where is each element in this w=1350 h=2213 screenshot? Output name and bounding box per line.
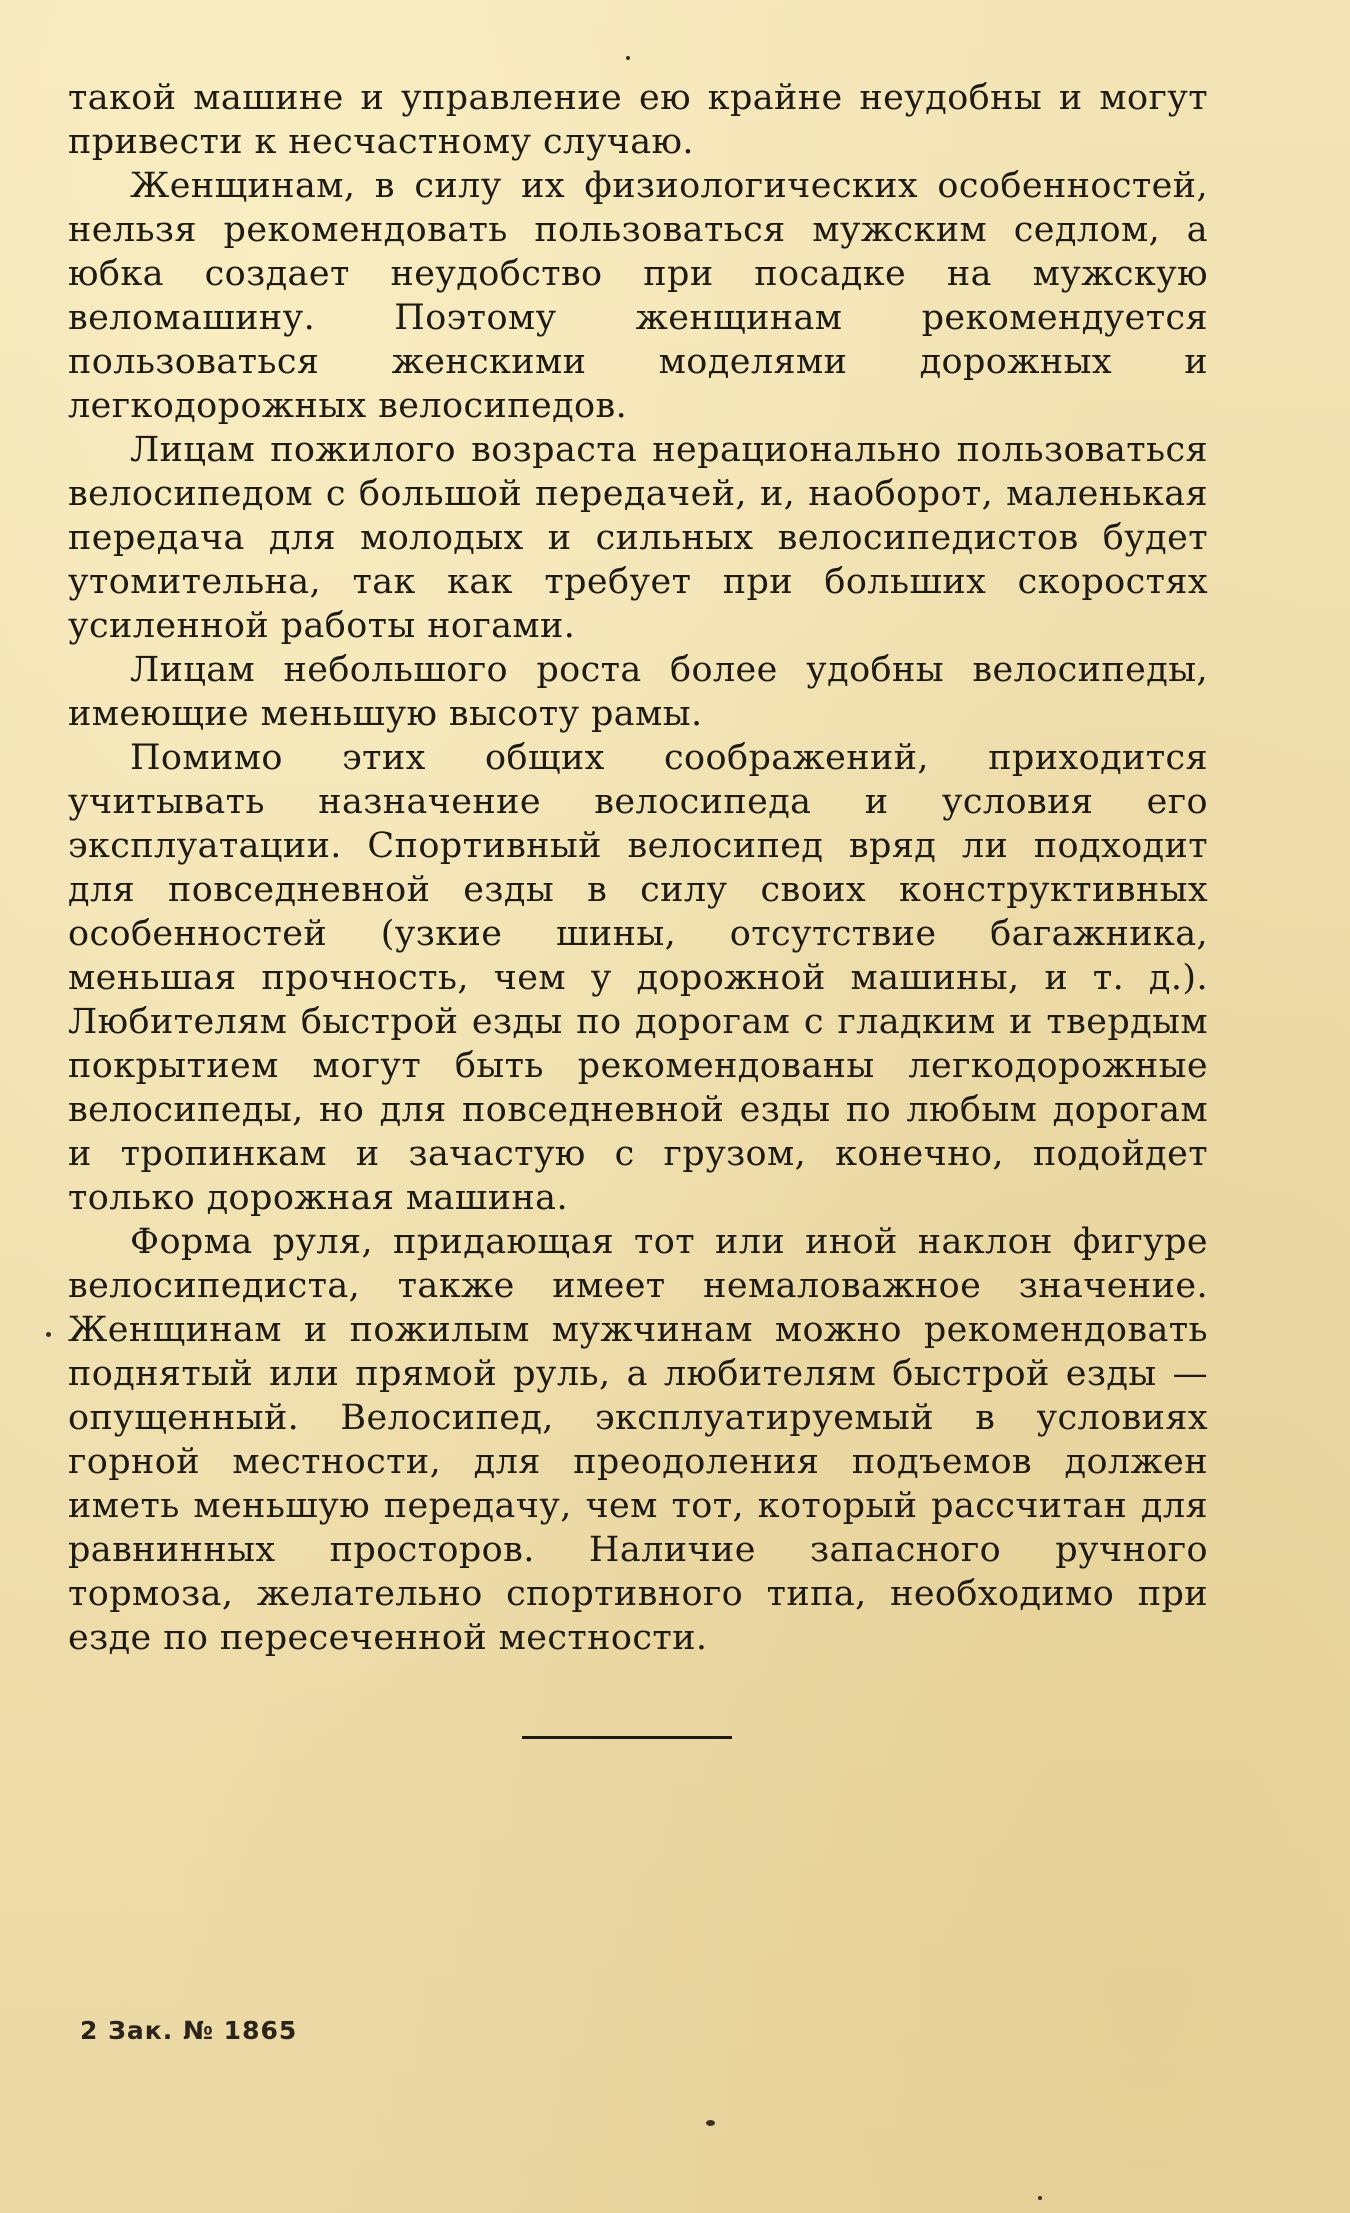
paragraph-usage-conditions: Помимо этих общих соображений, приходится учитывать назначение велосипеда и условия его эксплуатации. Спортивный велосипед вряд ли подходит для повседневной езды в силу своих конструктивных особенностей (узкие шины, отсутствие багажника, меньшая прочность, чем у дорожной машины, и т. д.). Любителям быстрой езды по дорогам с гладким и твердым покрытием могут быть рекомендованы легкодорожные велосипеды, но для повседневной езды по любым дорогам и тропинкам и зачастую с грузом, конечно, подойдет только дорожная машина. [68,738,1208,1218]
paragraph-short-riders: Лицам небольшого роста более удобны велосипеды, имеющие меньшую высоту рамы. [68,650,1208,734]
section-end-rule [522,1736,732,1739]
printer-order-mark: 2 Зак. № 1865 [80,2016,298,2045]
paragraph-elderly-gearing: Лицам пожилого возраста нерационально пользоваться велосипедом с большой передачей, и, наоборот, маленькая передача для молодых и сильных велосипедистов будет утомительна, так как требует при больших скоростях усиленной работы ногами. [68,430,1208,646]
paper-speck [706,2120,715,2126]
paragraph-handlebar-shape: Форма руля, придающая тот или иной наклон фигуре велосипедиста, также имеет немаловажное значение. Женщинам и пожилым мужчинам можно рекомендовать поднятый или прямой руль, а любителям быстрой езды — опущенный. Велосипед, эксплуатируемый в условиях горной местности, для преодоления подъемов должен иметь меньшую передачу, чем тот, который рассчитан для равнинных просторов. Наличие запасного ручного тормоза, желательно спортивного типа, необходимо при езде по пересеченной местности. [68,1222,1208,1658]
paper-speck [46,1332,51,1337]
paper-speck [626,56,630,60]
body-text [68,76,1208,1660]
paper-speck [1038,2196,1042,2200]
paragraph-women-saddle: Женщинам, в силу их физиологических особенностей, нельзя рекомендовать пользоваться мужским седлом, а юбка создает неудобство при посадке на мужскую веломашину. Поэтому женщинам рекомендуется пользоваться женскими моделями дорожных и легкодорожных велосипедов. [68,166,1208,426]
paragraph-continuation: такой машине и управление ею крайне неудобны и могут привести к несчастному случаю. [68,78,1208,162]
